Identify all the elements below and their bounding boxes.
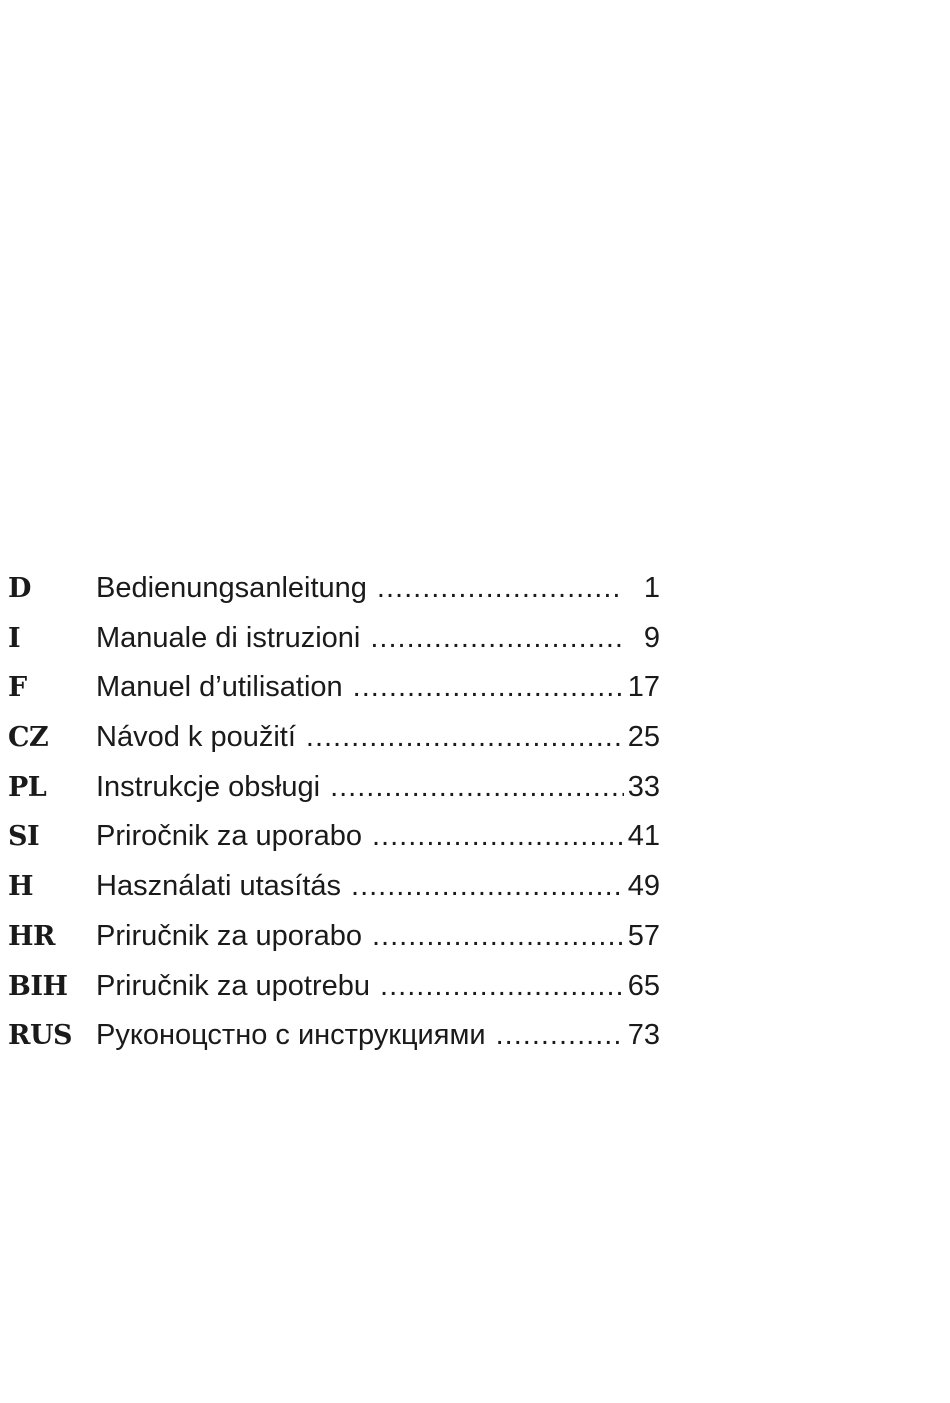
page-number: 49	[627, 870, 660, 903]
manual-title: Bedienungsanleitung	[96, 572, 367, 604]
toc-entry-d[interactable]	[8, 564, 660, 614]
toc-entry-cz[interactable]	[8, 713, 660, 763]
manual-title: Priručnik za uporabo	[96, 919, 362, 952]
table-of-contents	[8, 564, 660, 1061]
manual-title: Manuel d’utilisation	[96, 671, 343, 704]
toc-entry-text	[96, 962, 660, 1012]
dot-leader	[372, 912, 624, 962]
manual-title: Manuale di istruzioni	[96, 621, 361, 654]
dot-leader	[330, 763, 624, 813]
dot-leader	[353, 663, 624, 713]
language-code: I	[8, 622, 21, 654]
page-number: 73	[627, 1019, 660, 1052]
toc-entry-pl[interactable]	[8, 763, 660, 813]
toc-entry-f[interactable]	[8, 663, 660, 713]
toc-entry-text	[96, 763, 660, 813]
toc-entry-text	[96, 614, 660, 664]
toc-entry-text	[96, 862, 660, 912]
toc-entry-text	[96, 713, 660, 763]
language-code: CZ	[8, 722, 49, 754]
toc-entry-hr[interactable]	[8, 912, 660, 962]
page-number: 65	[627, 969, 660, 1002]
manual-title: Instrukcje obsługi	[96, 770, 321, 803]
page-number: 25	[627, 721, 660, 754]
toc-entry-rus[interactable]	[8, 1011, 660, 1061]
manual-title: Priročnik za uporabo	[96, 820, 362, 853]
dot-leader	[351, 862, 624, 912]
language-code: F	[8, 672, 27, 704]
page-number: 9	[643, 621, 660, 654]
language-code: HR	[8, 920, 55, 952]
dot-leader	[377, 564, 624, 614]
manual-title: Návod k použití	[96, 721, 296, 754]
toc-entry-text	[96, 912, 660, 962]
dot-leader	[370, 614, 624, 664]
toc-entry-text	[96, 812, 660, 862]
toc-entry-bih[interactable]	[8, 962, 660, 1012]
page-number: 57	[627, 919, 660, 952]
manual-title: Használati utasítás	[96, 870, 342, 903]
language-code: RUS	[8, 1020, 72, 1052]
language-code: PL	[8, 771, 47, 803]
language-code: D	[8, 573, 31, 604]
dot-leader	[496, 1011, 624, 1061]
page-number: 33	[627, 770, 660, 803]
page-number: 41	[627, 820, 660, 853]
page-number: 17	[627, 671, 660, 704]
language-code: SI	[8, 821, 40, 853]
toc-entry-text	[96, 663, 660, 713]
dot-leader	[306, 713, 624, 763]
toc-entry-i[interactable]	[8, 614, 660, 664]
dot-leader	[372, 812, 624, 862]
toc-entry-h[interactable]	[8, 862, 660, 912]
toc-entry-si[interactable]	[8, 812, 660, 862]
dot-leader	[380, 962, 624, 1012]
manual-title: Priručnik za upotrebu	[96, 969, 371, 1002]
manual-title: Руконоцстно с инструкциями	[96, 1019, 486, 1052]
page-number: 1	[643, 572, 660, 604]
language-code: BIH	[8, 970, 68, 1002]
toc-entry-text	[96, 564, 660, 614]
language-code: H	[8, 871, 34, 903]
toc-entry-text	[96, 1011, 660, 1061]
